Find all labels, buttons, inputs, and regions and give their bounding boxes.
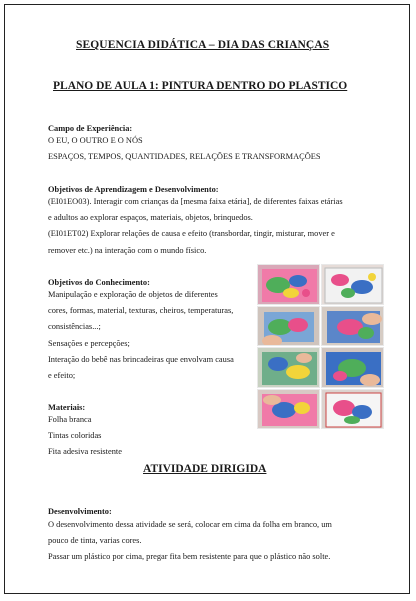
material-item: Fita adesiva resistente <box>48 447 122 457</box>
conhecimento-label: Objetivos do Conhecimento: <box>48 278 150 287</box>
activity-photo <box>257 389 320 429</box>
desenvolvimento-line: O desenvolvimento dessa atividade se será, colocar em cima da folha em branco, um <box>48 520 332 529</box>
material-item: Tintas coloridas <box>48 431 102 441</box>
activity-photo <box>257 347 320 388</box>
document-title: SEQUENCIA DIDÁTICA – DIA DAS CRIANÇAS <box>76 39 330 51</box>
desenvolvimento-label: Desenvolvimento: <box>48 507 112 516</box>
atividade-title: ATIVIDADE DIRIGIDA <box>143 463 267 475</box>
campo-label: Campo de Experiência: <box>48 124 133 133</box>
activity-photo <box>321 347 384 388</box>
desenvolvimento-line: pouco de tinta, varias cores. <box>48 536 142 546</box>
objetivos-line: (EI01ET02) Explorar relações de causa e efeito (transbordar, tingir, misturar, mover e <box>48 229 335 239</box>
materiais-label: Materiais: <box>48 403 86 412</box>
conhecimento-text <box>48 287 234 384</box>
desenvolvimento-line: Passar um plástico por cima, pregar fita bem resistente para que o plástico não solte. <box>48 552 331 562</box>
objetivos-line: (EI01EO03). Interagir com crianças da [mesma faixa etária], de diferentes faixas etárias <box>48 197 343 206</box>
activity-photo-collage <box>257 264 384 429</box>
campo-text <box>48 133 321 165</box>
objetivos-line: e adultos ao explorar espaços, materiais, objetos, brinquedos. <box>48 213 253 223</box>
activity-photo <box>321 264 384 305</box>
objetivos-text <box>48 194 343 259</box>
activity-photo <box>257 306 320 346</box>
conhecimento-line: e efeito; <box>48 371 76 381</box>
materiais-list <box>48 412 122 461</box>
campo-line: ESPAÇOS, TEMPOS, QUANTIDADES, RELAÇÕES E TRANSFORMAÇÕES <box>48 152 321 162</box>
conhecimento-line: cores, formas, material, texturas, cheiros, temperaturas, <box>48 306 234 316</box>
lesson-plan-title: PLANO DE AULA 1: PINTURA DENTRO DO PLASTICO <box>53 80 348 92</box>
objetivos-line: remover etc.) na interação com o mundo físico. <box>48 245 207 255</box>
conhecimento-line: consistências...; <box>48 322 101 332</box>
conhecimento-line: Manipulação e exploração de objetos de diferentes <box>48 290 218 299</box>
material-item: Folha branca <box>48 415 92 424</box>
objetivos-label: Objetivos de Aprendizagem e Desenvolvimento: <box>48 185 219 194</box>
campo-line: O EU, O OUTRO E O NÓS <box>48 136 143 145</box>
activity-photo <box>321 306 384 346</box>
activity-photo <box>321 389 384 429</box>
conhecimento-line: Interação do bebê nas brincadeiras que envolvam causa <box>48 354 234 364</box>
activity-photo <box>257 264 320 305</box>
desenvolvimento-text <box>48 517 332 566</box>
conhecimento-line: Sensações e percepções; <box>48 338 130 348</box>
